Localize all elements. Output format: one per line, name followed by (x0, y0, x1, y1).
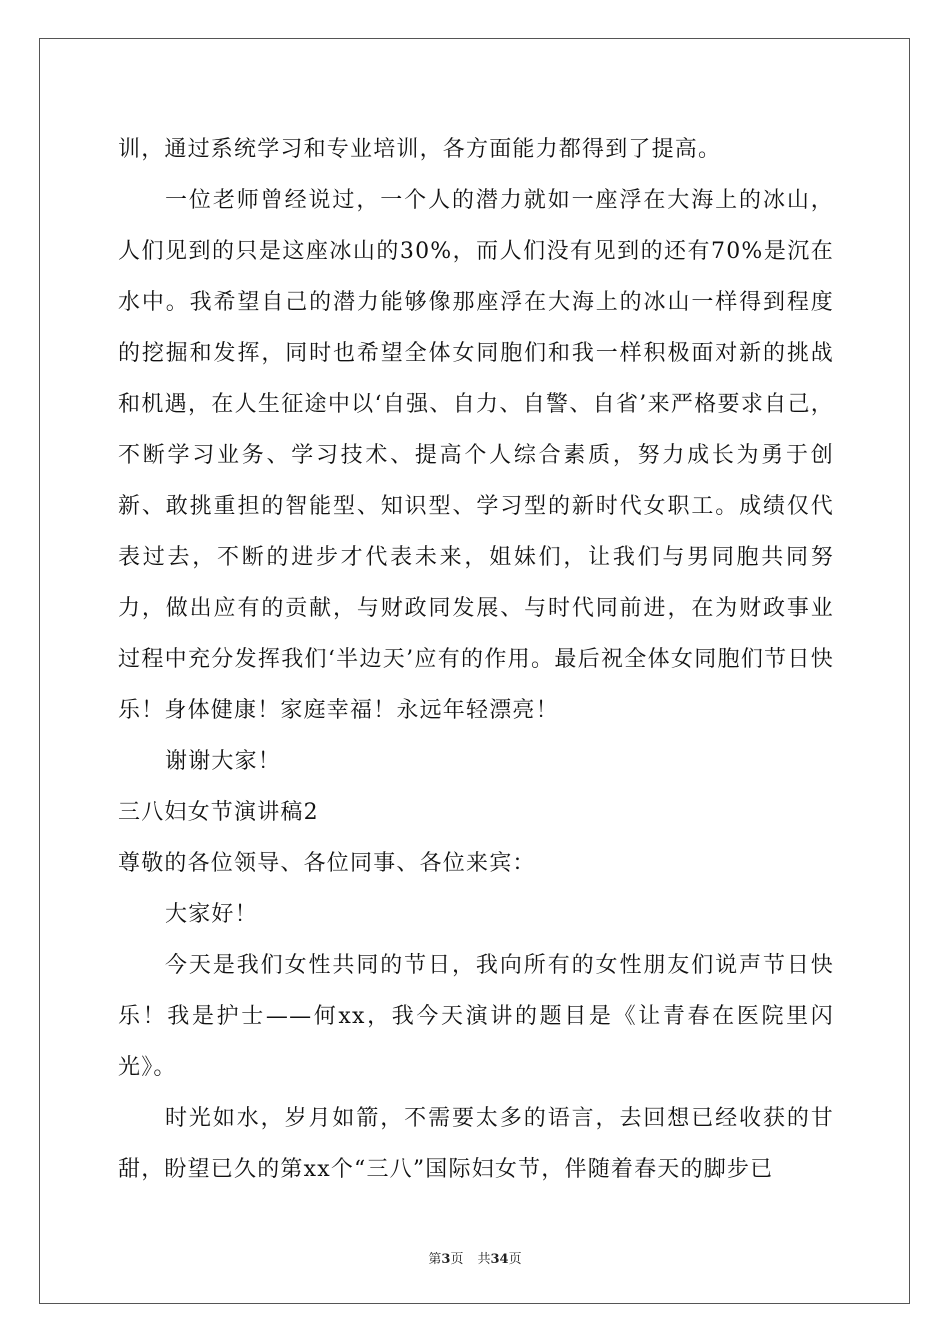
page-footer (0, 1248, 950, 1267)
greeting: 大家好！ (165, 902, 258, 927)
total-pages: 34 (490, 1252, 509, 1267)
section-heading: 三八妇女节演讲稿2 (118, 800, 319, 825)
page-suffix: 页 (450, 1252, 464, 1267)
salutation: 尊敬的各位领导、各位同事、各位来宾： (118, 851, 536, 876)
total-suffix: 页 (508, 1252, 522, 1267)
paragraph-7: 今天是我们女性共同的节日，我向所有的女性朋友们说声节日快乐！我是护士——何xx，我今天演讲的题目是《让青春在医院里闪光》。 (118, 953, 834, 1080)
total-prefix: 共 (477, 1252, 491, 1267)
page-number: 3 (441, 1252, 451, 1267)
paragraph-1: 训，通过系统学习和专业培训，各方面能力都得到了提高。 (118, 137, 722, 162)
page-prefix: 第 (428, 1252, 442, 1267)
document-body (118, 124, 834, 1195)
paragraph-3: 谢谢大家！ (165, 749, 282, 774)
paragraph-2: 一位老师曾经说过，一个人的潜力就如一座浮在大海上的冰山，人们见到的只是这座冰山的30%，而人们没有见到的还有70%是沉在水中。我希望自己的潜力能够像那座浮在大海上的冰山一样得到程度的挖掘和发挥，同时也希望全体女同胞们和我一样积极面对新的挑战和机遇，在人生征途中以‘自强、自力、自警、自省’来严格要求自己，不断学习业务、学习技术、提高个人综合素质，努力成长为勇于创新、敢挑重担的智能型、知识型、学习型的新时代女职工。成绩仅代表过去，不断的进步才代表未来，姐妹们，让我们与男同胞共同努力，做出应有的贡献，与财政同发展、与时代同前进，在为财政事业过程中充分发挥我们‘半边天’应有的作用。最后祝全体女同胞们节日快乐！身体健康！家庭幸福！永远年轻漂亮！ (118, 188, 834, 723)
paragraph-8: 时光如水，岁月如箭，不需要太多的语言，去回想已经收获的甘甜，盼望已久的第xx个“三八”国际妇女节，伴随着春天的脚步已 (118, 1106, 834, 1182)
